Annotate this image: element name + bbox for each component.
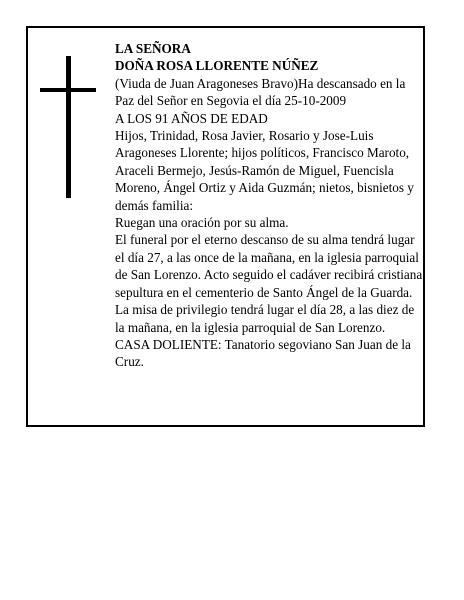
age-line: A LOS 91 AÑOS DE EDAD (115, 110, 268, 126)
prayer-request: Ruegan una oración por su alma. (115, 215, 289, 231)
notice-text (115, 40, 423, 371)
cross-horizontal-bar (40, 88, 96, 92)
funeral-details: El funeral por el eterno descanso de su alma tendrá lugar el día 27, a las once de la mañana, en la iglesia parroquial de San Lorenzo. Acto seguido el cadáver recibirá cristiana sepultura en el cementerio de Santo Ángel de la Guarda. La misa de privilegio tendrá lugar el día 28, a las diez de la mañana, en la iglesia parroquial de San Lorenzo. (115, 232, 423, 335)
family-list: Hijos, Trinidad, Rosa Javier, Rosario y Jose-Luis Aragoneses Llorente; hijos políticos, Francisco Maroto, Araceli Bermejo, Jesús-Ramón de Miguel, Fuencisla Moreno, Ángel Ortiz y Aida Guzmán; nietos, bisnietos y demás familia: (115, 128, 414, 213)
mourning-house: CASA DOLIENTE: Tanatorio segoviano San Juan de la Cruz. (115, 336, 411, 370)
cross-icon (40, 56, 96, 198)
obituary-notice (26, 26, 425, 427)
notice-intro: (Viuda de Juan Aragoneses Bravo)Ha descansado en la Paz del Señor en Segovia el día 25-10-2009 (115, 75, 406, 109)
cross-vertical-bar (66, 56, 71, 198)
notice-title: LA SEÑORA (115, 41, 191, 56)
deceased-name: DOÑA ROSA LLORENTE NÚÑEZ (115, 58, 319, 74)
